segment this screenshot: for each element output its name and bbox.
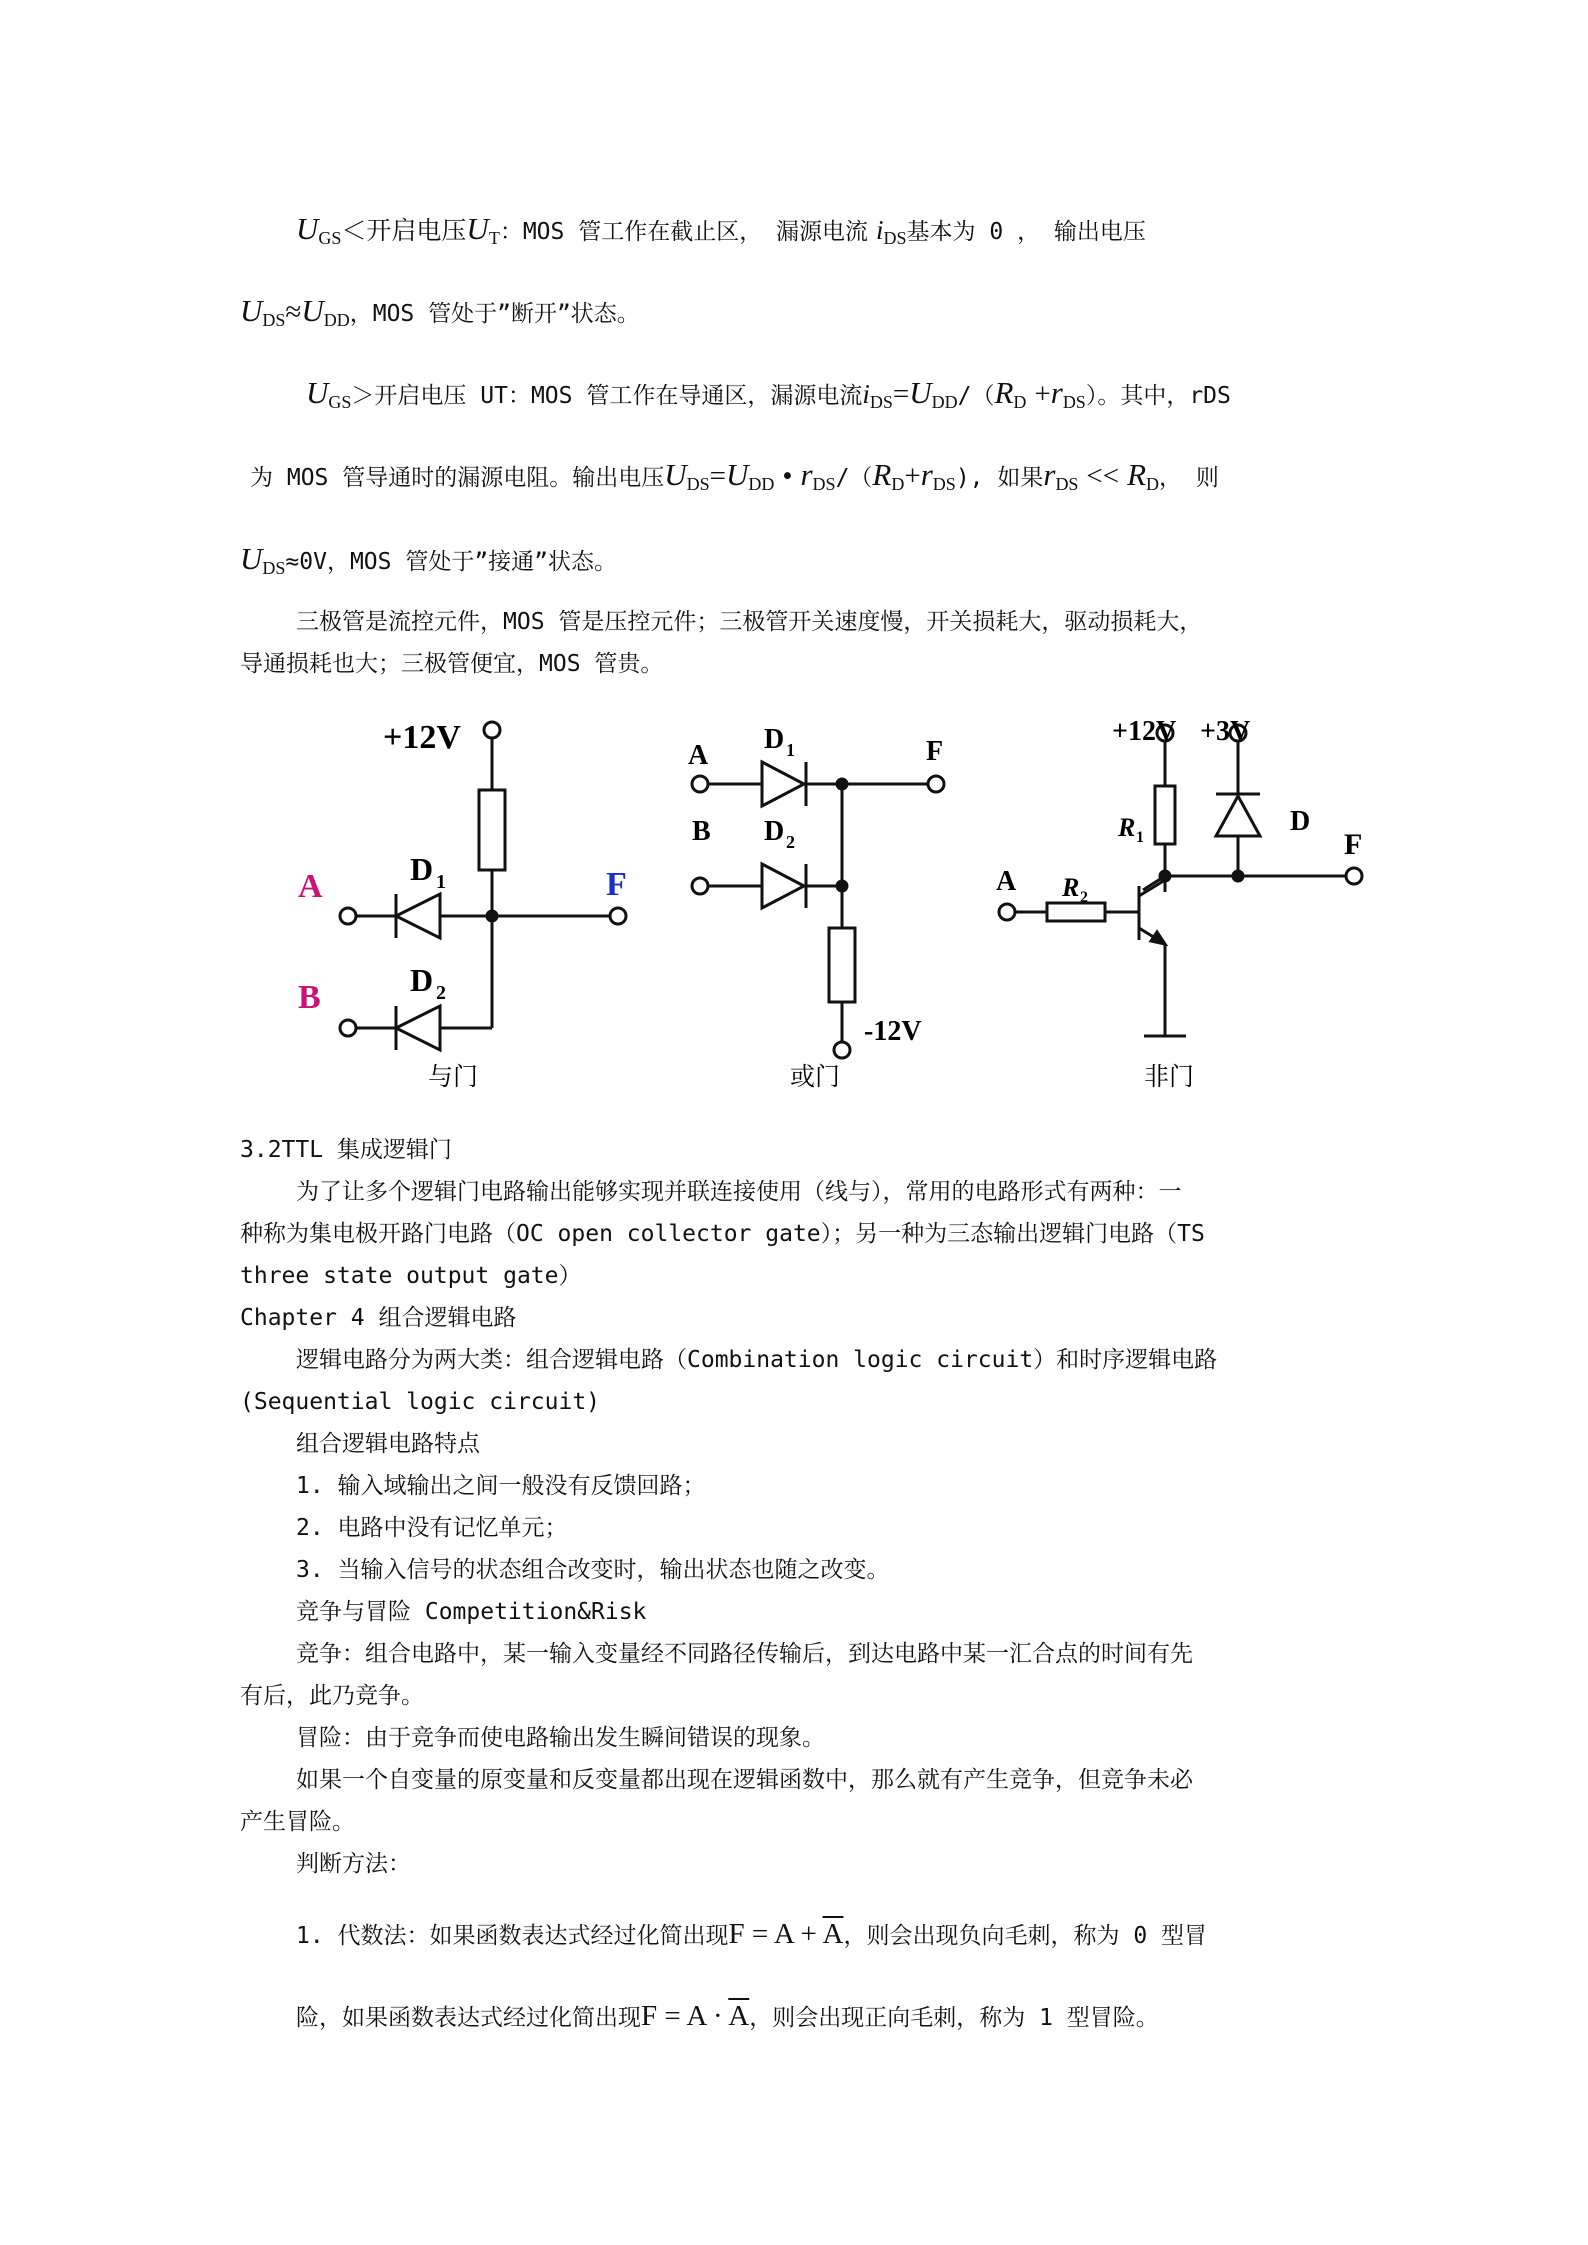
subscript: DS: [869, 392, 893, 412]
dot-sign: •: [782, 460, 793, 492]
formula-complement: $\overline{A}$: [728, 2000, 750, 2032]
label-d1-sub: 1: [786, 740, 795, 760]
label-a: A: [996, 866, 1017, 897]
subscript: DS: [1055, 474, 1079, 494]
symbol-i: i: [876, 215, 884, 245]
label-f: F: [606, 866, 627, 903]
symbol-R: R: [1127, 457, 1147, 492]
plus-sign: +: [904, 460, 921, 492]
label-b: B: [298, 979, 321, 1016]
and-gate-diagram: [340, 722, 626, 1050]
symbol-R: R: [872, 457, 892, 492]
diode-d1: [396, 894, 440, 938]
symbol-U: U: [301, 293, 324, 328]
label-v3: +3V: [1200, 716, 1251, 747]
caption-not-gate: 非门: [1144, 1062, 1195, 1091]
ch4-line1: 逻辑电路分为两大类：组合逻辑电路（Combination logic circuit）和时序逻辑电路: [296, 1347, 1218, 1373]
or-gate-diagram: [692, 762, 944, 1058]
symbol-U: U: [909, 375, 932, 410]
input-a-terminal: [340, 908, 356, 924]
much-less-sign: <<: [1086, 460, 1120, 492]
output-f-terminal: [610, 908, 626, 924]
text: /（: [957, 383, 995, 409]
ch4-method-line1: [296, 1916, 1207, 1952]
ch4-if-line1: 如果一个自变量的原变量和反变量都出现在逻辑函数中，那么就有产生竞争，但竞争未必: [296, 1767, 1193, 1793]
symbol-U: U: [296, 211, 319, 246]
text: ）。其中，rDS: [1085, 383, 1231, 409]
junction-dot: [487, 911, 497, 921]
subscript: GS: [328, 392, 352, 412]
ch4-competition-line1: 竞争：组合电路中，某一输入变量经不同路径传输后，到达电路中某一汇合点的时间有先: [296, 1641, 1193, 1667]
text: 基本为 0 ， 输出电压: [906, 219, 1146, 245]
subscript: DS: [262, 558, 286, 578]
label-r1: R: [1118, 813, 1136, 842]
diode-d1: [762, 762, 806, 806]
diode-d: [1216, 794, 1260, 836]
input-a-terminal: [999, 904, 1015, 920]
chapter-4-heading: Chapter 4 组合逻辑电路: [240, 1305, 517, 1331]
ch4-feature-1: 1. 输入域输出之间一般没有反馈回路；: [296, 1473, 706, 1499]
para-compare-line2: 导通损耗也大；三极管便宜，MOS 管贵。: [240, 651, 664, 677]
subscript: DS: [686, 474, 710, 494]
subscript: DS: [262, 310, 286, 330]
junction-dot: [837, 881, 847, 891]
plus-sign: +: [1034, 378, 1051, 410]
vcc-terminal: [484, 722, 500, 738]
label-d2: D: [410, 962, 434, 998]
formula: F = A ·: [641, 2000, 729, 2032]
caption-and-gate: 与门: [428, 1062, 479, 1091]
symbol-U: U: [664, 457, 687, 492]
label-d1-sub: 1: [436, 871, 446, 893]
s32-line3: three state output gate）: [240, 1263, 582, 1289]
resistor: [479, 790, 505, 870]
logic-gate-diagrams: [0, 0, 1588, 1120]
s32-line2: 种称为集电极开路门电路（OC open collector gate）；另一种为三态输出逻辑门电路（TS: [240, 1221, 1205, 1247]
text: ＜开启电压: [341, 216, 467, 245]
subscript: DD: [748, 474, 775, 494]
label-a: A: [298, 868, 323, 905]
subscript: T: [488, 228, 500, 248]
ch4-risk-line: 冒险：由于竞争而使电路输出发生瞬间错误的现象。: [296, 1725, 825, 1751]
text: ＞开启电压 UT：MOS 管工作在导通区，漏源电流: [351, 383, 863, 409]
label-d2-sub: 2: [786, 832, 795, 852]
subscript: DS: [812, 474, 836, 494]
caption-or-gate: 或门: [790, 1062, 841, 1091]
label-r2: R: [1062, 873, 1080, 902]
junction-dot: [837, 779, 847, 789]
not-gate-diagram: [999, 725, 1362, 1036]
label-d2-sub: 2: [436, 982, 446, 1004]
para-compare-line1: 三极管是流控元件，MOS 管是压控元件；三极管开关速度慢，开关损耗大，驱动损耗大，: [296, 609, 1203, 635]
subscript: GS: [318, 228, 342, 248]
ch4-if-line2: 产生冒险。: [240, 1809, 355, 1835]
equals-sign: =: [892, 378, 910, 410]
symbol-U: U: [240, 541, 263, 576]
ch4-feature-3: 3. 当输入信号的状态组合改变时，输出状态也随之改变。: [296, 1557, 890, 1583]
text: 险，如果函数表达式经过化简出现: [296, 2005, 641, 2031]
label-d: D: [1290, 806, 1311, 837]
resistor: [829, 928, 855, 1002]
subscript: DS: [1062, 392, 1086, 412]
text: ), 如果: [955, 465, 1044, 491]
label-d2: D: [764, 816, 785, 847]
subscript: DS: [883, 228, 907, 248]
formula-complement: $\overline{A}$: [822, 1918, 844, 1950]
symbol-U: U: [466, 211, 489, 246]
ch4-feature-heading: 组合逻辑电路特点: [296, 1431, 480, 1457]
resistor-r1: [1155, 786, 1175, 844]
subscript: DD: [323, 310, 350, 330]
ch4-judge-heading: 判断方法：: [296, 1851, 411, 1877]
symbol-i: i: [862, 379, 870, 409]
label-b: B: [692, 816, 711, 847]
ch4-method-line2: [296, 1998, 1159, 2034]
text: 1. 代数法：如果函数表达式经过化简出现: [296, 1923, 729, 1949]
text: ，则会出现正向毛刺，称为 1 型冒险。: [749, 2005, 1159, 2031]
input-b-terminal: [692, 878, 708, 894]
symbol-R: R: [994, 375, 1014, 410]
junction-dot: [1233, 871, 1243, 881]
label-d1: D: [764, 724, 785, 755]
symbol-U: U: [306, 375, 329, 410]
text: 为 MOS 管导通时的漏源电阻。输出电压: [250, 465, 665, 491]
text: ， 则: [1159, 465, 1219, 491]
ch4-competition-risk-heading: 竞争与冒险 Competition&Risk: [296, 1599, 647, 1625]
label-f: F: [926, 736, 944, 767]
label-vee: -12V: [864, 1016, 922, 1047]
symbol-r: r: [800, 457, 813, 492]
vee-terminal: [834, 1042, 850, 1058]
label-r1-sub: 1: [1136, 829, 1144, 846]
diode-d2: [762, 864, 806, 908]
ch4-feature-2: 2. 电路中没有记忆单元；: [296, 1515, 568, 1541]
label-r2-sub: 2: [1080, 889, 1088, 906]
subscript: D: [1146, 474, 1160, 494]
output-f-terminal: [1346, 868, 1362, 884]
subscript: D: [1013, 392, 1027, 412]
input-a-terminal: [692, 776, 708, 792]
formula: F = A +: [728, 1918, 823, 1950]
ch4-competition-line2: 有后，此乃竞争。: [240, 1683, 424, 1709]
subscript: D: [891, 474, 905, 494]
resistor-r2: [1047, 903, 1105, 921]
label-f: F: [1344, 828, 1363, 861]
label-vcc: +12V: [383, 719, 461, 756]
ch4-line2: (Sequential logic circuit): [240, 1389, 601, 1415]
text: ：MOS 管工作在截止区， 漏源电流: [499, 219, 869, 245]
symbol-U: U: [726, 457, 749, 492]
diode-d2: [396, 1006, 440, 1050]
text: ，MOS 管处于”断开”状态。: [349, 301, 640, 327]
symbol-r: r: [920, 457, 933, 492]
section-heading-3-2: 3.2TTL 集成逻辑门: [240, 1137, 452, 1163]
equals-sign: =: [709, 460, 727, 492]
output-f-terminal: [928, 776, 944, 792]
label-a: A: [688, 740, 709, 771]
subscript: DD: [931, 392, 958, 412]
symbol-U: U: [240, 293, 263, 328]
label-v12: +12V: [1112, 716, 1177, 747]
text: ，则会出现负向毛刺，称为 0 型冒: [843, 1923, 1208, 1949]
s32-line1: 为了让多个逻辑门电路输出能够实现并联连接使用（线与），常用的电路形式有两种：一: [296, 1179, 1182, 1205]
text: /（: [835, 465, 873, 491]
text: ≈0V，MOS 管处于”接通”状态。: [285, 549, 618, 575]
input-b-terminal: [340, 1020, 356, 1036]
subscript: DS: [932, 474, 956, 494]
symbol-r: r: [1050, 375, 1063, 410]
approx-sign: ≈: [285, 296, 302, 328]
symbol-r: r: [1043, 457, 1056, 492]
label-d1: D: [410, 851, 434, 887]
